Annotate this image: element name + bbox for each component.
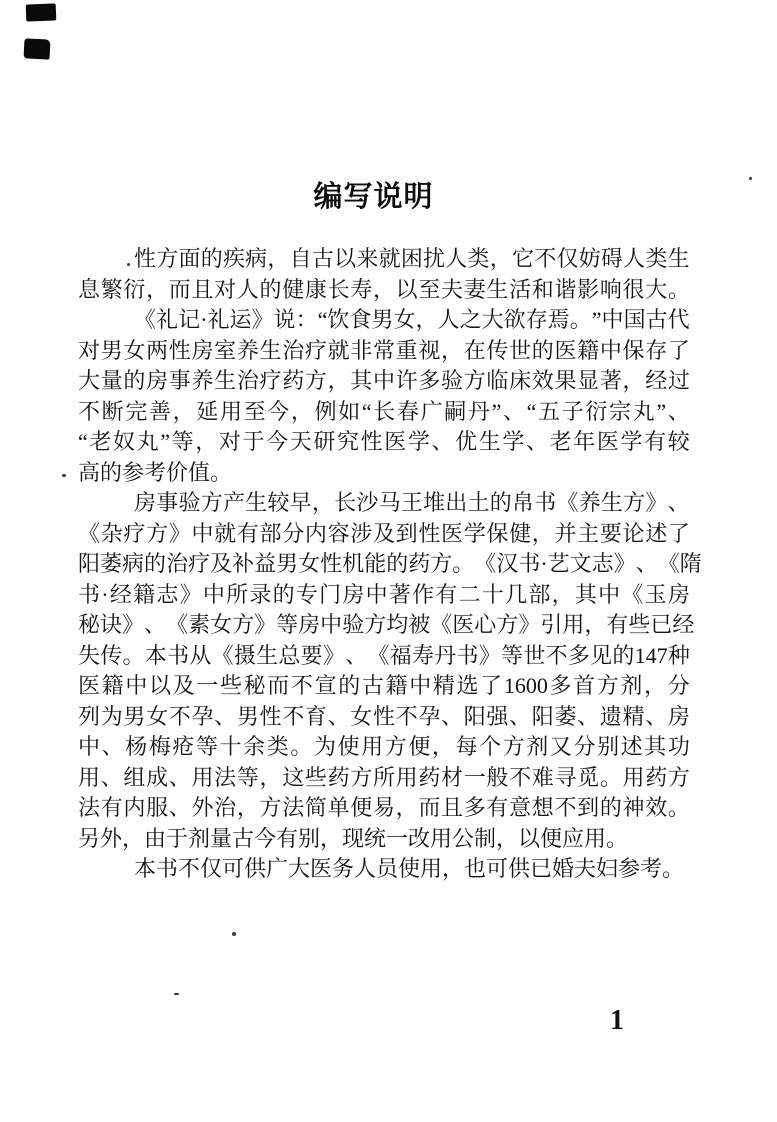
scan-artifact-dot bbox=[174, 993, 179, 995]
text-line: 医 籍 中 以 及 一 些 秘 而 不 宣 的 古 籍 中 精 选 了 1600 多 首 方 剂 ， 分 bbox=[78, 673, 690, 698]
text-line: 性 方 面 的 疾 病 ， 自 古 以 来 就 困 扰 人 类 ， 它 不 仅 妨 碍 人 类 生 bbox=[134, 246, 690, 271]
text-line: 高的参考价值。 bbox=[78, 459, 233, 485]
text-line: 用 、 组 成 、 用 法 等 ， 这 些 药 方 所 用 药 材 一 般 不 难 寻 觅 。 用 药 方 bbox=[78, 764, 690, 790]
body-text bbox=[78, 244, 702, 885]
scan-artifact-dot bbox=[62, 474, 66, 477]
text-line: 另外，由于剂量古今有别，现统一改用公制，以便应用。 bbox=[78, 825, 629, 851]
text-line: 《 礼 记 · 礼 运 》 说 ： “ 饮 食 男 女 ， 人 之 大 欲 存 焉 。 ” 中 国 古 代 bbox=[134, 307, 690, 332]
text-line: 《 杂 疗 方 》 中 就 有 部 分 内 容 涉 及 到 性 医 学 保 健 ， 并 主 要 论 述 了 bbox=[78, 520, 690, 546]
text-line: 阳 萎 病 的 治 疗 及 补 益 男 女 性 机 能 的 药 方 。 《 汉 书 · 艺 文 志 》 、 《 隋 bbox=[78, 551, 702, 576]
text-line: “ 老 奴 丸 ” 等 ， 对 于 今 天 研 究 性 医 学 、 优 生 学 、 老 年 医 学 有 较 bbox=[78, 429, 690, 454]
text-line: 失 传 。 本 书 从 《 摄 生 总 要 》 、 《 福 寿 丹 书 》 等 世 不 多 见 的 147 种 bbox=[78, 642, 690, 668]
page-title: 编写说明 bbox=[313, 181, 434, 213]
text-line: 秘 诀 》 、 《 素 女 方 》 等 房 中 验 方 均 被 《 医 心 方 》 引 用 ， 有 些 已 经 bbox=[78, 612, 695, 637]
text-line: 息 繁 衍 ， 而 且 对 人 的 健 康 长 寿 ， 以 至 夫 妻 生 活 和 谐 影 响 很 大 。 bbox=[78, 276, 690, 302]
text-line: 法 有 内 服 、 外 治 ， 方 法 简 单 便 易 ， 而 且 多 有 意 想 不 到 的 神 效 。 bbox=[78, 795, 690, 820]
text-line: 列 为 男 女 不 孕 、 男 性 不 育 、 女 性 不 孕 、 阳 强 、 阳 萎 、 遗 精 、 房 bbox=[78, 703, 690, 729]
text-line: 中 、 杨 梅 疮 等 十 余 类 。 为 使 用 方 便 ， 每 个 方 剂 又 分 别 述 其 功 bbox=[78, 734, 690, 759]
text-line: 对 男 女 两 性 房 室 养 生 治 疗 就 非 常 重 视 ， 在 传 世 的 医 籍 中 保 存 了 bbox=[78, 337, 690, 363]
text-line: 本书不仅可供广大医务人员使用，也可供已婚夫妇参考。 bbox=[134, 856, 685, 881]
scan-artifact-blob bbox=[26, 3, 57, 21]
text-line: 大 量 的 房 事 养 生 治 疗 药 方 ， 其 中 许 多 验 方 临 床 效 果 显 著 ， 经 过 bbox=[78, 368, 690, 393]
page-number: 1 bbox=[610, 1005, 624, 1036]
text-line: 不 断 完 善 ， 延 用 至 今 ， 例 如 “ 长 春 广 嗣 丹 ” 、 “ 五 子 衍 宗 丸 ” 、 bbox=[78, 398, 690, 424]
scan-artifact-blob bbox=[23, 38, 50, 59]
text-line: 房 事 验 方 产 生 较 早 ， 长 沙 马 王 堆 出 土 的 帛 书 《 养 生 方 》 、 bbox=[134, 490, 690, 515]
text-line: 书 · 经 籍 志 》 中 所 录 的 专 门 房 中 著 作 有 二 十 几 部 ， 其 中 《 玉 房 bbox=[78, 581, 690, 607]
scan-artifact-dot bbox=[232, 932, 236, 936]
